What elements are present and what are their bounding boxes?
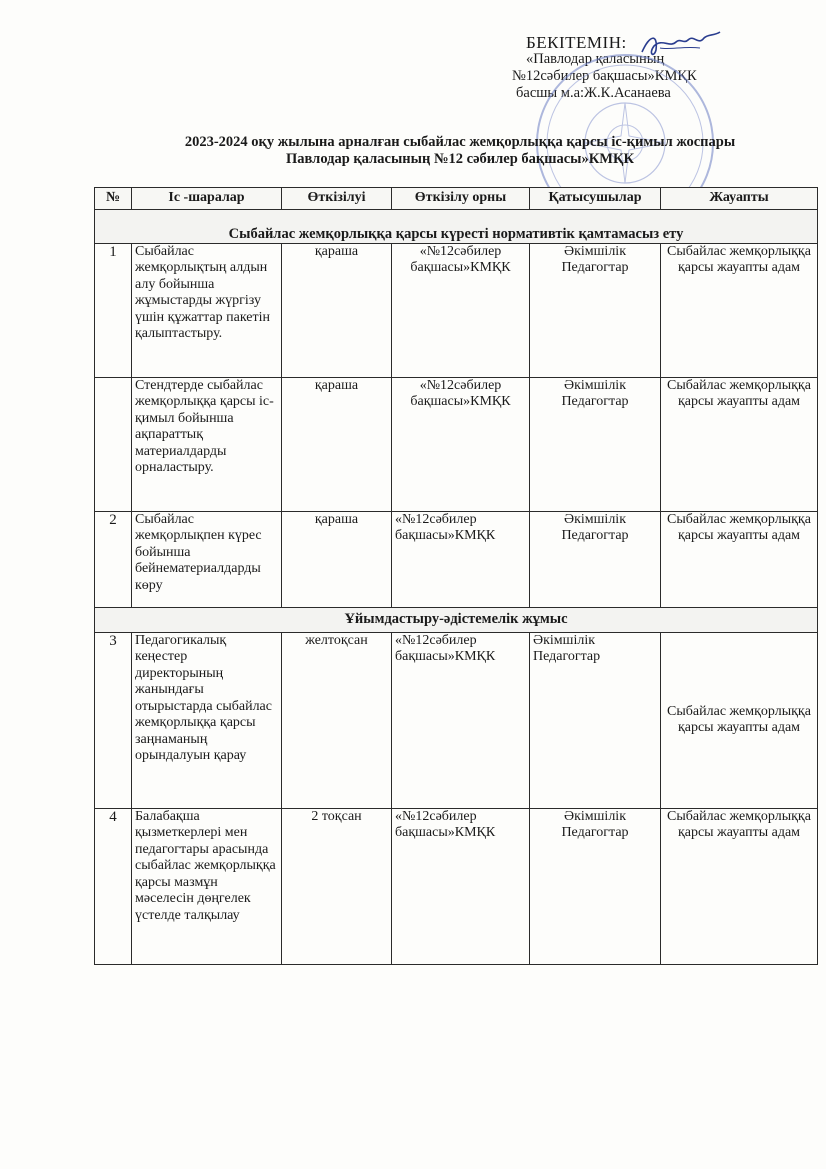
header-place: Өткізілу орны (392, 188, 530, 210)
table-row (95, 511, 818, 607)
approval-line-1: «Павлодар қаласының (526, 51, 665, 67)
row-place: «№12сәбилер бақшасы»КМҚК (392, 808, 530, 964)
section-title-row (95, 607, 818, 632)
row-participants: Әкімшілік Педагогтар (530, 808, 661, 964)
table-row (95, 377, 818, 511)
row-participants: Әкімшілік Педагогтар (530, 632, 661, 808)
header-responsible: Жауапты (661, 188, 818, 210)
row-activity: Сыбайлас жемқорлықтың алдын алу бойынша жұмыстарды жүргізу үшін құжаттар пакетін қалыптастыру. (132, 243, 282, 377)
section-title: Сыбайлас жемқорлыққа қарсы күресті нормативтік қамтамасыз ету (95, 226, 818, 243)
document-title (120, 134, 800, 168)
row-participants: Әкімшілік Педагогтар (530, 511, 661, 607)
table-header-row (95, 188, 818, 210)
row-time: 2 тоқсан (282, 808, 392, 964)
row-participants: Әкімшілік Педагогтар (530, 243, 661, 377)
row-place: «№12сәбилер бақшасы»КМҚК (392, 511, 530, 607)
row-place: «№12сәбилер бақшасы»КМҚК (392, 377, 530, 511)
header-participants: Қатысушылар (530, 188, 661, 210)
action-plan-table (94, 187, 818, 965)
row-time: желтоқсан (282, 632, 392, 808)
row-participants: Әкімшілік Педагогтар (530, 377, 661, 511)
row-activity: Стендтерде сыбайлас жемқорлыққа қарсы іс-қимыл бойынша ақпараттық материалдарды орналастыру. (132, 377, 282, 511)
row-responsible: Сыбайлас жемқорлыққа қарсы жауапты адам (661, 243, 818, 377)
row-responsible: Сыбайлас жемқорлыққа қарсы жауапты адам (661, 808, 818, 964)
row-number: 4 (95, 808, 132, 964)
row-responsible: Сыбайлас жемқорлыққа қарсы жауапты адам (661, 377, 818, 511)
header-time: Өткізілуі (282, 188, 392, 210)
row-time: қараша (282, 243, 392, 377)
table-row (95, 808, 818, 964)
approval-line-2: №12сәбилер бақшасы»КМҚК (512, 68, 697, 84)
row-activity: Балабақша қызметкерлері мен педагогтары арасында сыбайлас жемқорлыққа қарсы мазмұн мәселесін дөңгелек үстелде талқылау (132, 808, 282, 964)
section-title-row (95, 226, 818, 243)
table-row (95, 243, 818, 377)
header-activity: Іс -шаралар (132, 188, 282, 210)
row-responsible: Сыбайлас жемқорлыққа қарсы жауапты адам (661, 632, 818, 808)
row-place: «№12сәбилер бақшасы»КМҚК (392, 243, 530, 377)
row-number (95, 377, 132, 511)
row-responsible: Сыбайлас жемқорлыққа қарсы жауапты адам (661, 511, 818, 607)
row-number: 1 (95, 243, 132, 377)
header-number: № (95, 188, 132, 210)
title-line-1: 2023-2024 оқу жылына арналған сыбайлас жемқорлыққа қарсы іс-қимыл жоспары (184, 134, 736, 150)
row-time: қараша (282, 377, 392, 511)
section-title: Ұйымдастыру-әдістемелік жұмыс (95, 607, 818, 632)
row-time: қараша (282, 511, 392, 607)
row-activity: Сыбайлас жемқорлықпен күрес бойынша бейнематериалдарды көру (132, 511, 282, 607)
row-place: «№12сәбилер бақшасы»КМҚК (392, 632, 530, 808)
approval-line-3: басшы м.а:Ж.К.Асанаева (516, 85, 671, 101)
title-line-2: Павлодар қаласының №12 сәбилер бақшасы»КМҚК (286, 151, 634, 167)
row-number: 3 (95, 632, 132, 808)
row-activity: Педагогикалық кеңестер директорының жанындағы отырыстарда сыбайлас жемқорлыққа қарсы заңнаманың орындалуын қарау (132, 632, 282, 808)
table-row (95, 632, 818, 808)
row-number: 2 (95, 511, 132, 607)
approval-title: БЕКІТЕМІН: (526, 33, 627, 52)
section-row (95, 210, 818, 227)
